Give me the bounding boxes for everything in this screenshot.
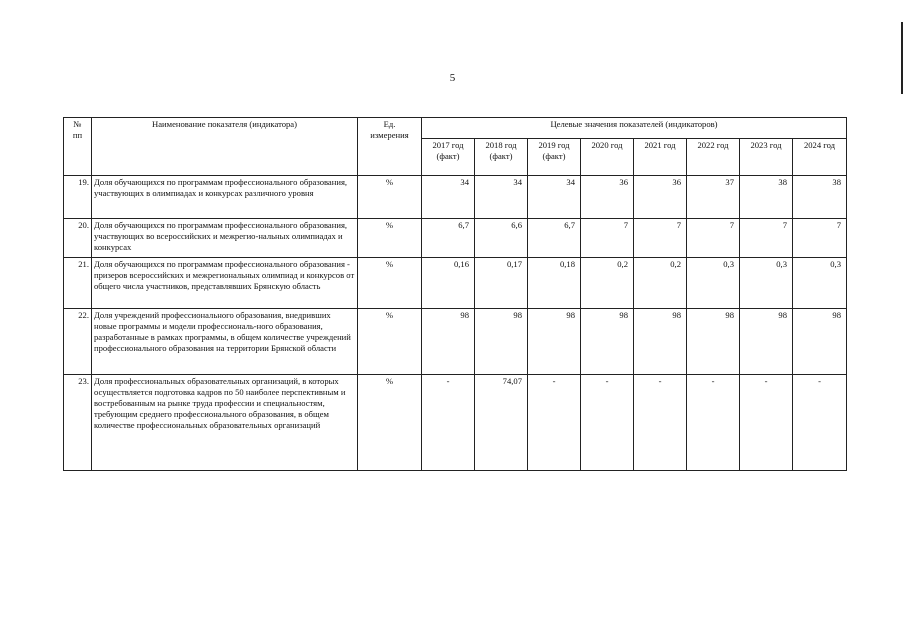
row-value: 0,3 bbox=[793, 258, 847, 309]
table-row bbox=[64, 258, 847, 309]
header-year bbox=[528, 139, 581, 176]
header-name: Наименование показателя (индикатора) bbox=[92, 118, 358, 176]
row-value: 34 bbox=[528, 176, 581, 219]
header-year bbox=[581, 139, 634, 176]
row-indicator-name: Доля профессиональных образовательных организаций, в которых осуществляется подготовка кадров по 50 наиболее перспективным и востребованным на рынке труда профессии и специальностям, требующим среднего профессионального образования, в общем количестве профессиональных образовательных организаций bbox=[92, 375, 358, 471]
row-number: 21. bbox=[64, 258, 92, 309]
row-number: 22. bbox=[64, 309, 92, 375]
row-value: 7 bbox=[793, 219, 847, 258]
row-value: 37 bbox=[687, 176, 740, 219]
row-value: - bbox=[581, 375, 634, 471]
header-year-label: 2018 год bbox=[485, 140, 517, 150]
row-value: 7 bbox=[740, 219, 793, 258]
row-value: 98 bbox=[475, 309, 528, 375]
row-unit: % bbox=[358, 219, 422, 258]
row-value: 0,3 bbox=[687, 258, 740, 309]
header-year-label: 2024 год bbox=[803, 140, 836, 150]
row-value: - bbox=[634, 375, 687, 471]
row-number: 19. bbox=[64, 176, 92, 219]
header-year-label: 2020 год bbox=[591, 140, 623, 150]
row-value: 74,07 bbox=[475, 375, 528, 471]
row-value: - bbox=[422, 375, 475, 471]
row-value: 0,17 bbox=[475, 258, 528, 309]
row-value: 0,18 bbox=[528, 258, 581, 309]
header-year-note: (факт) bbox=[489, 151, 513, 161]
row-indicator-name: Доля обучающихся по программам профессионального образования - призеров всероссийских и межрегиональных олимпиад и конкурсов от общего числа участников, представлявших Брянскую область bbox=[92, 258, 358, 309]
header-year-label: 2023 год bbox=[750, 140, 782, 150]
row-value: 36 bbox=[581, 176, 634, 219]
row-value: 0,2 bbox=[581, 258, 634, 309]
header-year-note: (факт) bbox=[542, 151, 566, 161]
row-value: 7 bbox=[581, 219, 634, 258]
row-value: 38 bbox=[793, 176, 847, 219]
row-indicator-name: Доля учреждений профессионального образования, внедривших новые программы и модели профессиональ-ного образования, разработанные в рамках программы, в общем количестве учреждений профессионального образования на территории Брянской области bbox=[92, 309, 358, 375]
row-value: 38 bbox=[740, 176, 793, 219]
row-value: 98 bbox=[740, 309, 793, 375]
page-number: 5 bbox=[449, 72, 456, 84]
header-year bbox=[634, 139, 687, 176]
row-value: 98 bbox=[634, 309, 687, 375]
row-value: 0,16 bbox=[422, 258, 475, 309]
header-unit: Ед. измерения bbox=[358, 118, 422, 176]
row-indicator-name: Доля обучающихся по программам профессионального образования, участвующих в олимпиадах и конкурсах различного уровня bbox=[92, 176, 358, 219]
row-value: 0,3 bbox=[740, 258, 793, 309]
header-num: № пп bbox=[64, 118, 92, 176]
table-row bbox=[64, 375, 847, 471]
row-value: 34 bbox=[475, 176, 528, 219]
row-number: 20. bbox=[64, 219, 92, 258]
row-value: 98 bbox=[793, 309, 847, 375]
header-year bbox=[687, 139, 740, 176]
row-value: - bbox=[528, 375, 581, 471]
row-value: - bbox=[687, 375, 740, 471]
scan-edge-mark bbox=[901, 22, 903, 94]
row-value: 98 bbox=[422, 309, 475, 375]
row-indicator-name: Доля обучающихся по программам профессионального образования, участвующих во всероссийских и межрегио-нальных олимпиадах и конкурсах bbox=[92, 219, 358, 258]
row-number: 23. bbox=[64, 375, 92, 471]
header-year bbox=[793, 139, 847, 176]
row-unit: % bbox=[358, 309, 422, 375]
row-value: - bbox=[740, 375, 793, 471]
row-unit: % bbox=[358, 258, 422, 309]
header-year bbox=[422, 139, 475, 176]
row-value: 6,7 bbox=[528, 219, 581, 258]
row-unit: % bbox=[358, 375, 422, 471]
row-value: 0,2 bbox=[634, 258, 687, 309]
header-year-label: 2021 год bbox=[644, 140, 676, 150]
table-row bbox=[64, 219, 847, 258]
row-value: 98 bbox=[687, 309, 740, 375]
row-value: 34 bbox=[422, 176, 475, 219]
row-value: 7 bbox=[687, 219, 740, 258]
row-value: 36 bbox=[634, 176, 687, 219]
table-row bbox=[64, 309, 847, 375]
table-row bbox=[64, 176, 847, 219]
header-year-label: 2017 год bbox=[432, 140, 464, 150]
row-value: 98 bbox=[528, 309, 581, 375]
header-year-note: (факт) bbox=[436, 151, 460, 161]
header-year bbox=[475, 139, 528, 176]
indicators-table bbox=[63, 117, 847, 471]
row-value: 7 bbox=[634, 219, 687, 258]
header-year bbox=[740, 139, 793, 176]
row-value: 6,6 bbox=[475, 219, 528, 258]
row-value: 6,7 bbox=[422, 219, 475, 258]
row-value: 98 bbox=[581, 309, 634, 375]
row-value: - bbox=[793, 375, 847, 471]
header-targets: Целевые значения показателей (индикаторов) bbox=[422, 118, 847, 139]
header-year-label: 2022 год bbox=[697, 140, 729, 150]
header-year-label: 2019 год bbox=[538, 140, 570, 150]
row-unit: % bbox=[358, 176, 422, 219]
